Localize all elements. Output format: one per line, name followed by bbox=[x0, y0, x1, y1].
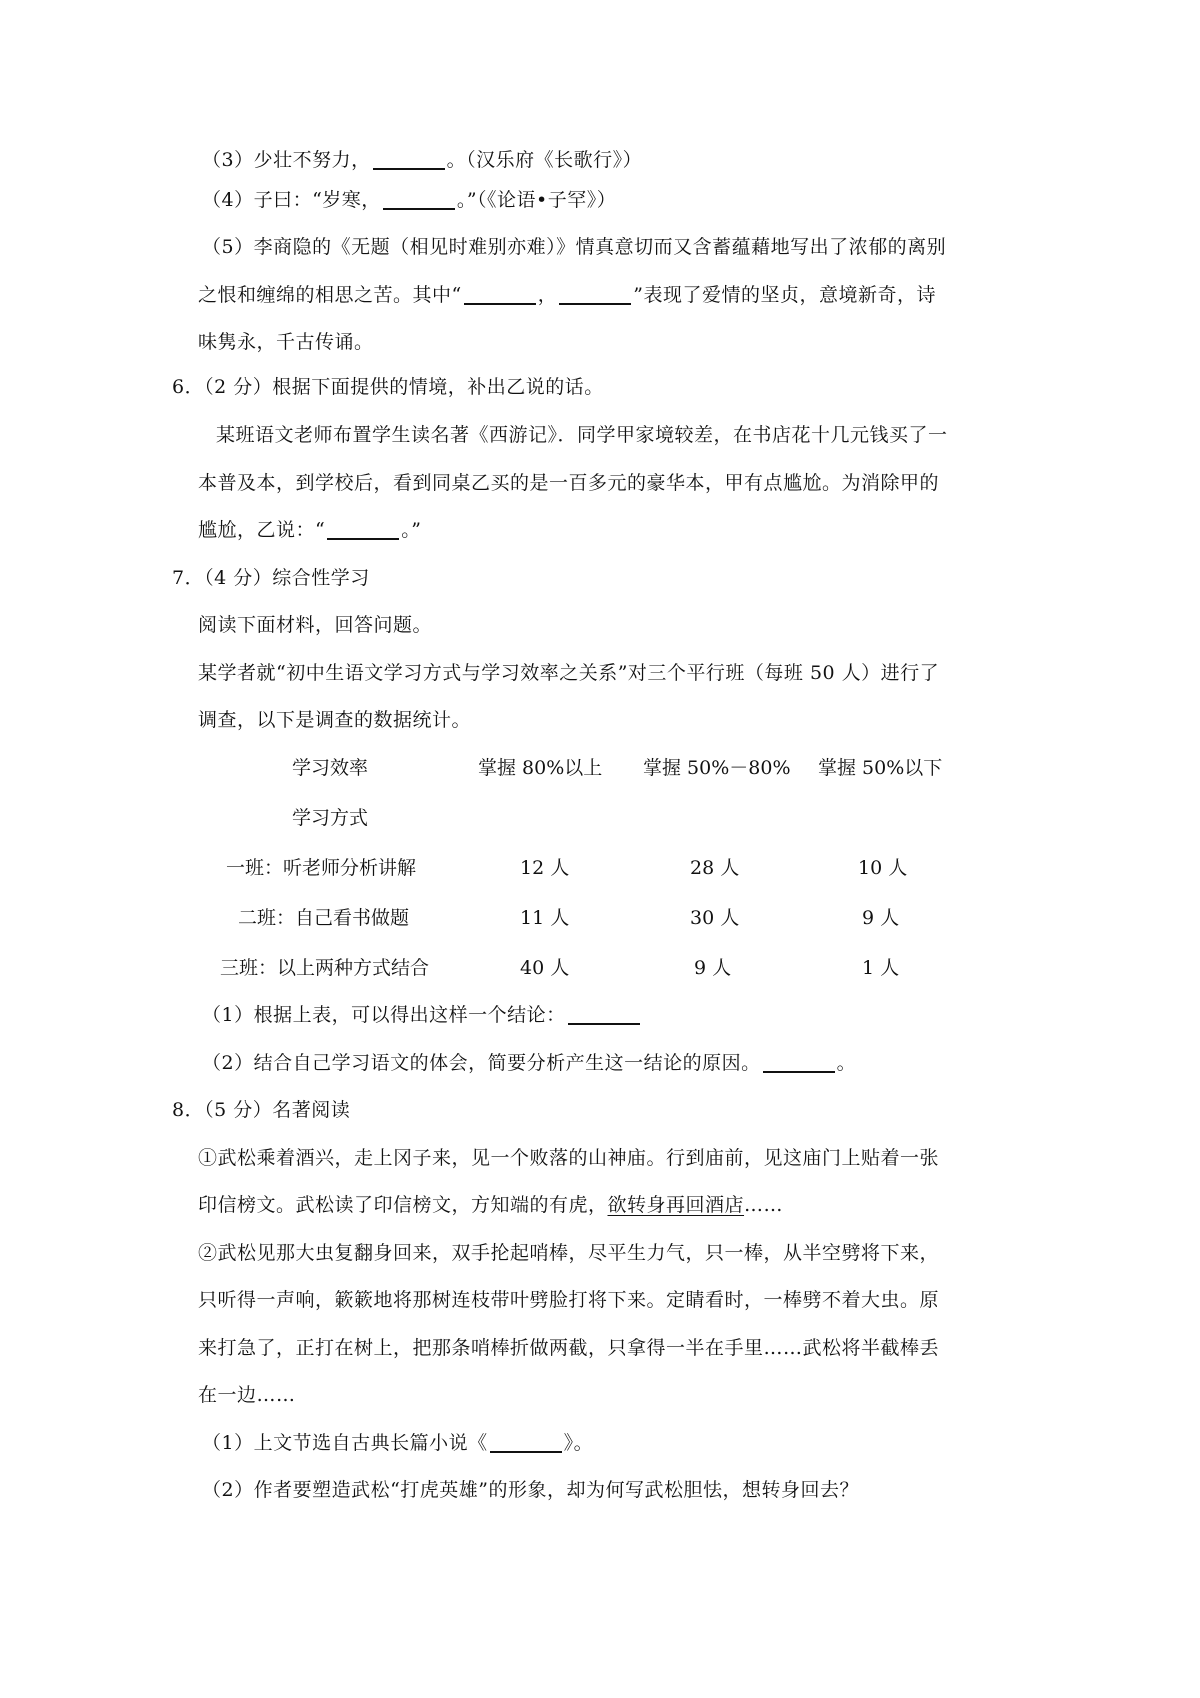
q5-item-4 bbox=[202, 187, 616, 213]
q6-line1: 某班语文老师布置学生读名著《西游记》．同学甲家境较差，在书店花十几元钱买了一 bbox=[216, 424, 948, 446]
table-column-header: 掌握 80%以上 bbox=[478, 757, 603, 779]
q8-passage1-line2-suffix: …… bbox=[744, 1194, 784, 1216]
q7-sub2-prefix: （2）结合自己学习语文的体会，简要分析产生这一结论的原因。 bbox=[202, 1052, 761, 1074]
table-cell: 10 人 bbox=[858, 857, 908, 879]
q7-sub1 bbox=[202, 1002, 642, 1028]
q7-heading: 7．（4 分）综合性学习 bbox=[172, 567, 370, 589]
table-cell: 9 人 bbox=[694, 957, 732, 979]
table-column-header: 掌握 50%－80% bbox=[643, 757, 791, 779]
table-cell: 40 人 bbox=[520, 957, 570, 979]
q5-item-4-suffix: 。”（《论语•子罕》） bbox=[456, 189, 617, 211]
q5-item-5-line2-suffix: ”表现了爱情的坚贞，意境新奇，诗 bbox=[633, 284, 936, 306]
q6-line3-prefix: 尴尬，乙说：“ bbox=[198, 519, 326, 541]
table-cell: 1 人 bbox=[862, 957, 900, 979]
q6-line3-suffix: 。” bbox=[401, 519, 422, 541]
q8-heading: 8．（5 分）名著阅读 bbox=[172, 1099, 351, 1121]
q8-sub1 bbox=[202, 1430, 593, 1456]
answer-blank[interactable] bbox=[490, 1433, 562, 1453]
answer-blank[interactable] bbox=[373, 150, 445, 170]
q6-line3 bbox=[198, 517, 421, 543]
answer-blank[interactable] bbox=[383, 190, 455, 210]
q5-item-5-line2 bbox=[198, 282, 936, 308]
q5-item-5-line2-prefix: 之恨和缠绵的相思之苦。其中“ bbox=[198, 284, 462, 306]
answer-blank[interactable] bbox=[464, 285, 536, 305]
table-row-label: 二班：自己看书做题 bbox=[238, 907, 410, 929]
q6-heading: 6．（2 分）根据下面提供的情境，补出乙说的话。 bbox=[172, 376, 604, 398]
table-row-label: 三班：以上两种方式结合 bbox=[220, 957, 430, 979]
table-row-label: 一班：听老师分析讲解 bbox=[226, 857, 417, 879]
underlined-phrase: 欲转身再回酒店 bbox=[607, 1194, 745, 1216]
q5-item-3-suffix: 。（汉乐府《长歌行》） bbox=[446, 149, 643, 171]
answer-blank[interactable] bbox=[568, 1005, 640, 1025]
q8-passage2-line2: 只听得一声响，簌簌地将那树连枝带叶劈脸打将下来。定睛看时，一棒劈不着大虫。原 bbox=[198, 1289, 940, 1311]
q5-item-3 bbox=[202, 147, 642, 173]
q8-passage1-line2 bbox=[198, 1192, 783, 1218]
table-cell: 11 人 bbox=[520, 907, 570, 929]
q8-passage1-line2-prefix: 印信榜文。武松读了印信榜文，方知端的有虎， bbox=[198, 1194, 608, 1216]
table-cell: 12 人 bbox=[520, 857, 570, 879]
q7-sub1-prefix: （1）根据上表，可以得出这样一个结论： bbox=[202, 1004, 566, 1026]
q8-sub2: （2）作者要塑造武松“打虎英雄”的形象，却为何写武松胆怯，想转身回去？ bbox=[202, 1479, 860, 1501]
table-column-header: 掌握 50%以下 bbox=[818, 757, 943, 779]
q8-passage2-line1: ②武松见那大虫复翻身回来，双手抡起哨棒，尽平生力气，只一棒，从半空劈将下来， bbox=[198, 1242, 940, 1264]
q8-passage2-line3: 来打急了，正打在树上，把那条哨棒折做两截，只拿得一半在手里……武松将半截棒丢 bbox=[198, 1337, 940, 1359]
q7-para1: 某学者就“初中生语文学习方式与学习效率之关系”对三个平行班（每班 50 人）进行了 bbox=[198, 662, 940, 684]
q8-sub1-prefix: （1）上文节选自古典长篇小说《 bbox=[202, 1432, 488, 1454]
q5-item-5-line1: （5）李商隐的《无题（相见时难别亦难）》情真意切而又含蓄蕴藉地写出了浓郁的离别 bbox=[202, 236, 947, 258]
answer-blank[interactable] bbox=[559, 285, 631, 305]
answer-blank[interactable] bbox=[327, 520, 399, 540]
table-header-method: 学习方式 bbox=[292, 807, 369, 829]
q7-intro: 阅读下面材料，回答问题。 bbox=[198, 614, 433, 636]
q7-sub2-suffix: 。 bbox=[836, 1052, 857, 1074]
answer-blank[interactable] bbox=[763, 1053, 835, 1073]
table-header-efficiency: 学习效率 bbox=[292, 757, 369, 779]
q5-item-5-line2-mid: ， bbox=[537, 284, 558, 306]
q8-passage1-line1: ①武松乘着酒兴，走上冈子来，见一个败落的山神庙。行到庙前，见这庙门上贴着一张 bbox=[198, 1147, 940, 1169]
q5-item-4-prefix: （4）子曰：“岁寒， bbox=[202, 189, 381, 211]
q5-item-3-prefix: （3）少壮不努力， bbox=[202, 149, 371, 171]
q7-sub2 bbox=[202, 1050, 856, 1076]
table-cell: 30 人 bbox=[690, 907, 740, 929]
table-cell: 9 人 bbox=[862, 907, 900, 929]
q5-item-5-line3: 味隽永，千古传诵。 bbox=[198, 331, 374, 353]
q8-passage2-line4: 在一边…… bbox=[198, 1384, 296, 1406]
table-cell: 28 人 bbox=[690, 857, 740, 879]
q6-line2: 本普及本，到学校后，看到同桌乙买的是一百多元的豪华本，甲有点尴尬。为消除甲的 bbox=[198, 472, 940, 494]
q7-para2: 调查，以下是调查的数据统计。 bbox=[198, 709, 472, 731]
q8-sub1-suffix: 》。 bbox=[563, 1432, 594, 1454]
